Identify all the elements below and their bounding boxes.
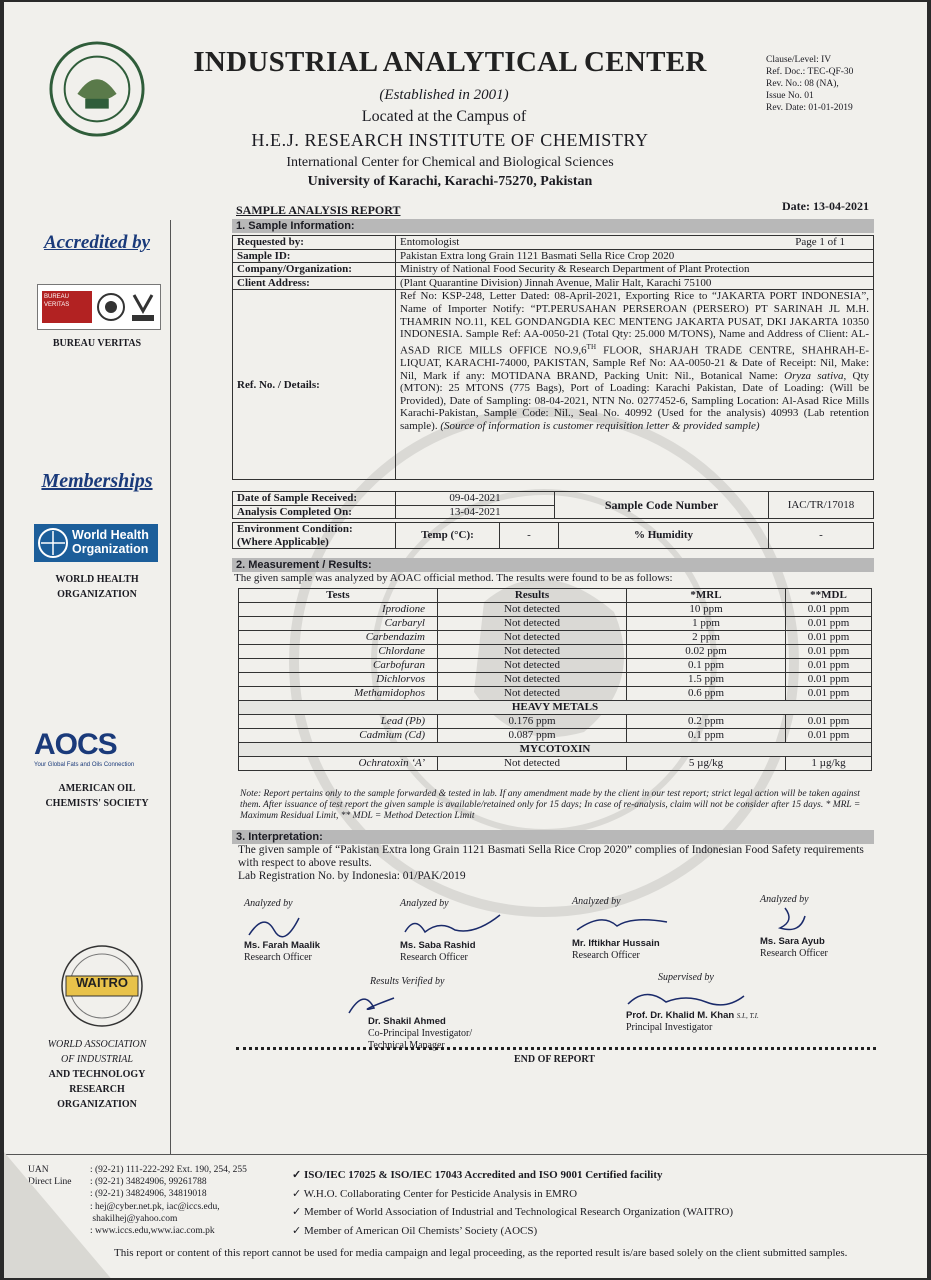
result-value: Not detected xyxy=(438,631,627,645)
pesticide-row xyxy=(239,673,872,687)
col-results: Results xyxy=(438,589,627,603)
accreditation-item: ✓ Member of American Oil Chemists’ Society (AOCS) xyxy=(292,1224,538,1237)
humidity-label: % Humidity xyxy=(559,523,769,549)
institute-name: H.E.J. RESEARCH INSTITUTE OF CHEMISTRY xyxy=(251,130,649,150)
signature-verifier: Results Verified by Dr. Shakil Ahmed Co-Principal Investigator/ Technical Manager xyxy=(344,976,472,1052)
mdl-value: 0.01 ppm xyxy=(786,659,872,673)
client-address-label: Client Address: xyxy=(233,276,396,290)
result-value: Not detected xyxy=(438,687,627,701)
requested-by-value: Entomologist Page 1 of 1 xyxy=(396,236,874,250)
mrl-value: 0.6 ppm xyxy=(627,687,786,701)
signature-supervisor: Supervised by Prof. Dr. Khalid M. Khan S.I., T.I. Principal Investigator xyxy=(626,972,759,1033)
mycotoxin-row xyxy=(239,757,872,771)
result-value: 0.176 ppm xyxy=(438,715,627,729)
heavy-metals-heading: HEAVY METALS xyxy=(239,701,872,715)
page-number: Page 1 of 1 xyxy=(795,236,845,248)
page-curl xyxy=(4,1152,114,1278)
environment-label: Environment Condition: (Where Applicable) xyxy=(233,523,396,549)
requested-by-label: Requested by: xyxy=(233,236,396,250)
result-value: Not detected xyxy=(438,603,627,617)
contact-line: : (92-21) 34824906, 34819018 xyxy=(90,1189,207,1200)
accreditations-list xyxy=(292,1166,733,1240)
mrl-value: 0.1 ppm xyxy=(627,659,786,673)
sample-id-label: Sample ID: xyxy=(233,249,396,263)
accreditation-item: ✓ ISO/IEC 17025 & ISO/IEC 17043 Accredited and ISO 9001 Certified facility xyxy=(292,1169,663,1181)
mdl-value: 0.01 ppm xyxy=(786,687,872,701)
environment-table xyxy=(232,522,874,549)
accreditation-item: ✓ W.H.O. Collaborating Center for Pesticide Analysis in EMRO xyxy=(292,1187,578,1200)
ref-details-label: Ref. No. / Details: xyxy=(233,290,396,480)
test-name: Iprodione xyxy=(239,603,438,617)
interpretation-block xyxy=(238,844,874,883)
sample-code-value: IAC/TR/17018 xyxy=(769,492,874,519)
mrl-value: 5 µg/kg xyxy=(627,757,786,771)
iccbs-logo xyxy=(48,40,146,138)
temp-value: - xyxy=(500,523,559,549)
mrl-value: 0.1 ppm xyxy=(627,729,786,743)
signature-analyst-2: Analyzed by Ms. Saba Rashid Research Officer xyxy=(400,898,510,964)
mdl-value: 1 µg/kg xyxy=(786,757,872,771)
mdl-value: 0.01 ppm xyxy=(786,645,872,659)
result-value: Not detected xyxy=(438,617,627,631)
sidebar-divider xyxy=(170,220,171,1155)
report-note: Note: Report pertains only to the sample forwarded & tested in lab. If any amendment made by the client in our test report; strict legal action will be taken against them. After issuance of test report the given sample is available/retained only for 15 days; In case of re-analysis, claim will not be consider after 15 days. * MRL = Maximum Residual Limit, ** MDL = Method Detection Limit xyxy=(240,789,861,821)
sample-dates-table xyxy=(232,491,874,519)
mdl-value: 0.01 ppm xyxy=(786,715,872,729)
pesticide-row xyxy=(239,645,872,659)
completed-value: 13-04-2021 xyxy=(396,505,555,519)
interpretation-text: The given sample of “Pakistan Extra long Grain 1121 Basmati Sella Rice Crop 2020” complies of Indonesian Food Safety requirements with respect to above results. xyxy=(238,844,864,869)
result-value: Not detected xyxy=(438,645,627,659)
sample-code-label: Sample Code Number xyxy=(555,492,769,519)
pesticide-row xyxy=(239,617,872,631)
section-sample-info: 1. Sample Information: xyxy=(232,219,874,233)
waitro-label: WORLD ASSOCIATION OF INDUSTRIAL AND TECHNOLOGY RESEARCH ORGANIZATION xyxy=(47,1039,147,1110)
col-tests: Tests xyxy=(239,589,438,603)
pesticide-row xyxy=(239,603,872,617)
mrl-value: 1 ppm xyxy=(627,617,786,631)
temp-label: Temp (°C): xyxy=(396,523,500,549)
received-value: 09-04-2021 xyxy=(396,492,555,506)
accredited-heading: Accredited by xyxy=(43,232,151,253)
section-results: 2. Measurement / Results: xyxy=(232,558,874,572)
aocs-logo: AOCS Your Global Fats and Oils Connection xyxy=(34,728,135,768)
report-title: SAMPLE ANALYSIS REPORT xyxy=(236,203,401,217)
contact-line: UAN : (92-21) 111-222-292 Ext. 190, 254, 255 xyxy=(28,1165,247,1175)
test-name: Chlordane xyxy=(239,645,438,659)
mdl-value: 0.01 ppm xyxy=(786,673,872,687)
received-label: Date of Sample Received: xyxy=(233,492,396,506)
heavy-metal-row xyxy=(239,715,872,729)
completed-label: Analysis Completed On: xyxy=(233,505,396,519)
test-name: Carbendazim xyxy=(239,631,438,645)
end-divider xyxy=(236,1047,876,1050)
bureau-veritas-label: BUREAU VERITAS xyxy=(52,338,142,349)
mrl-value: 0.02 ppm xyxy=(627,645,786,659)
lab-registration: Lab Registration No. by Indonesia: 01/PAK/2019 xyxy=(238,870,466,882)
pesticide-row xyxy=(239,687,872,701)
center-title: INDUSTRIAL ANALYTICAL CENTER xyxy=(193,46,707,78)
result-value: Not detected xyxy=(438,659,627,673)
humidity-value: - xyxy=(769,523,874,549)
report-page xyxy=(4,2,927,1278)
center-name: International Center for Chemical and Biological Sciences xyxy=(286,155,614,170)
section-interpretation: 3. Interpretation: xyxy=(232,830,874,844)
who-label: WORLD HEALTH ORGANIZATION xyxy=(55,574,139,600)
contact-line: : hej@cyber.net.pk, iac@iccs.edu, xyxy=(90,1201,220,1212)
test-name: Lead (Pb) xyxy=(239,715,438,729)
test-name: Dichlorvos xyxy=(239,673,438,687)
method-statement: The given sample was analyzed by AOAC official method. The results were found to be as follows: xyxy=(234,572,673,584)
mrl-value: 1.5 ppm xyxy=(627,673,786,687)
test-name: Ochratoxin ‘A’ xyxy=(239,757,438,771)
sample-info-table xyxy=(232,235,874,480)
company-value: Ministry of National Food Security & Research Department of Plant Protection xyxy=(396,263,874,277)
company-label: Company/Organization: xyxy=(233,263,396,277)
report-date: Date: 13-04-2021 xyxy=(782,199,869,213)
test-name: Methamidophos xyxy=(239,687,438,701)
pesticide-row xyxy=(239,631,872,645)
end-of-report: END OF REPORT xyxy=(514,1054,595,1065)
aocs-label: AMERICAN OIL CHEMISTS' SOCIETY xyxy=(45,783,149,809)
result-value: 0.087 ppm xyxy=(438,729,627,743)
location-text: Located at the Campus of xyxy=(361,108,527,125)
waitro-logo-text: WAITRO xyxy=(76,975,128,990)
result-value: Not detected xyxy=(438,673,627,687)
memberships-heading: Memberships xyxy=(41,470,153,492)
test-name: Cadmium (Cd) xyxy=(239,729,438,743)
test-name: Carbaryl xyxy=(239,617,438,631)
signature-analyst-4: Analyzed by Ms. Sara Ayub Research Officer xyxy=(760,894,828,959)
disclaimer-text: This report or content of this report cannot be used for media campaign and legal proceeding, as the reported result is/are based solely on the client submitted samples. xyxy=(114,1247,848,1259)
client-address-value: (Plant Quarantine Division) Jinnah Avenue, Malir Halt, Karachi 75100 xyxy=(396,276,874,290)
mrl-value: 0.2 ppm xyxy=(627,715,786,729)
footer-divider xyxy=(4,1154,927,1155)
bureau-veritas-logo: BUREAU VERITAS xyxy=(37,284,161,330)
col-mrl: *MRL xyxy=(627,589,786,603)
col-mdl: **MDL xyxy=(786,589,872,603)
results-table xyxy=(238,588,872,771)
who-logo: World Health Organization xyxy=(34,524,158,562)
contact-line: Direct Line : (92-21) 34824906, 99261788 xyxy=(28,1177,207,1188)
signature-analyst-3: Analyzed by Mr. Iftikhar Hussain Research Officer xyxy=(572,896,672,962)
mycotoxin-heading: MYCOTOXIN xyxy=(239,743,872,757)
signature-analyst-1: Analyzed by Ms. Farah Maalik Research Officer xyxy=(244,898,321,963)
contact-line: : www.iccs.edu,www.iac.com.pk xyxy=(90,1226,215,1237)
mrl-value: 2 ppm xyxy=(627,631,786,645)
sample-id-value: Pakistan Extra long Grain 1121 Basmati Sella Rice Crop 2020 xyxy=(396,249,874,263)
accreditation-item: ✓ Member of World Association of Industrial and Technological Research Organization (WAITRO) xyxy=(292,1206,734,1218)
heavy-metal-row xyxy=(239,729,872,743)
mdl-value: 0.01 ppm xyxy=(786,729,872,743)
contact-line: shakilhej@yahoo.com xyxy=(90,1213,178,1224)
mdl-value: 0.01 ppm xyxy=(786,631,872,645)
pesticide-row xyxy=(239,659,872,673)
mrl-value: 10 ppm xyxy=(627,603,786,617)
mdl-value: 0.01 ppm xyxy=(786,603,872,617)
test-name: Carbofuran xyxy=(239,659,438,673)
established-text: (Established in 2001) xyxy=(379,87,509,103)
mdl-value: 0.01 ppm xyxy=(786,617,872,631)
ref-details-value: Ref No: KSP-248, Letter Dated: 08-April-2021, Exporting Rice to “JAKARTA PORT INDONESIA”, Name of Importer Notify: “PT.PERUSAHAN PERSEROAN (PERSERO) PT SARINAH JL M.H. THAMRIN NO.11, KEL GONDANGDIA KEC MENTENG JAKARTA PUSAT, DKI JAKARTA 10350 INDONESIA. Sample Ref: AA-0050-21 (Total Qty: 25.000 M/TONS), Name and Address of Client: AL-ASAD RICE MILLS OFFICE NO.9,6TH FLOOR, SHARJAH TRADE CENTRE, SHAHRAH-E-LIQUAT, KARACHI-74000, PAKISTAN, Sample Ref No: AA-0050-21 & Date of Receipt: Nil, Make: Nil, Mark if any: MOTIDANA BRAND, Packing Unit: Nil., Botanical Name: Oryza sativa, Qty (MTON): 25 MTONS (775 Bags), Port of Loading: Karachi Pakistan, Date of Loading: (Will be Provided), Date of Sampling: 08-04-2021, NTN No. 0277452-6, Sampling Location: Al-Asad Rice Mills Karachi-Pakistan, Sample Code: Nil., Seal No. 40992 (Used for the analysis) 40993 (Lab retention sample). (Source of information is customer requisition letter & provided sample) xyxy=(396,290,874,480)
result-value: Not detected xyxy=(438,757,627,771)
university-address: University of Karachi, Karachi-75270, Pakistan xyxy=(307,174,593,189)
document-control-block: Clause/Level: IV Ref. Doc.: TEC-QF-30 Rev. No.: 08 (NA), Issue No. 01 Rev. Date: 01-01-2019 xyxy=(766,55,854,113)
